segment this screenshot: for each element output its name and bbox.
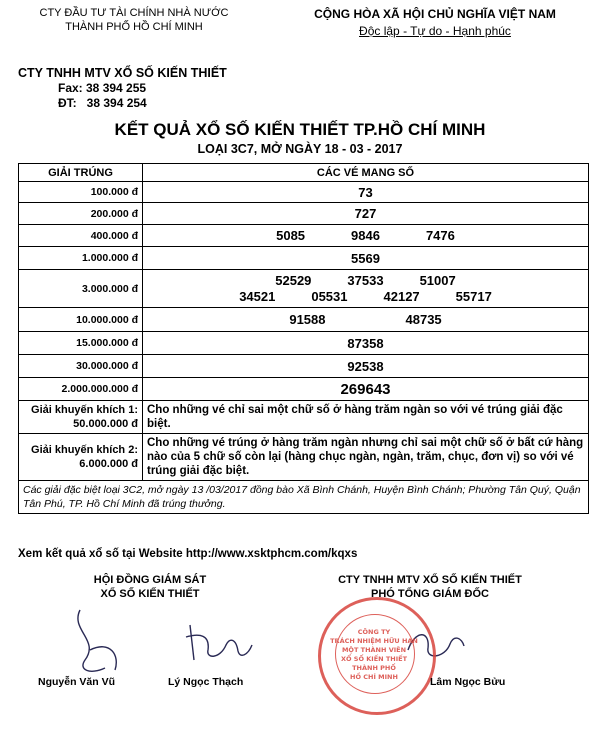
table-row bbox=[19, 203, 589, 225]
table-row bbox=[19, 332, 589, 355]
signature-1-image bbox=[60, 600, 150, 680]
header-prize: GIẢI TRÚNG bbox=[19, 164, 143, 182]
country-motto: Độc lập - Tự do - Hạnh phúc bbox=[359, 24, 511, 38]
website-line: Xem kết quả xổ số tại Website http://www.xsktphcm.com/kqxs bbox=[18, 548, 358, 560]
winning-number: 5569 bbox=[351, 250, 380, 266]
svg-text:MỘT THÀNH VIÊN: MỘT THÀNH VIÊN bbox=[341, 646, 407, 654]
prize-amount: 200.000 đ bbox=[19, 203, 143, 225]
special-prize-note: Các giải đặc biệt loại 3C2, mở ngày 13 /03/2017 đồng bào Xã Bình Chánh, Huyện Bình Chánh; Phường Tân Quý, Quận Tân Phú, TP. Hồ Chí Minh đã trúng thưởng. bbox=[19, 481, 589, 514]
consolation-row-2 bbox=[19, 434, 589, 481]
prize-amount: 30.000.000 đ bbox=[19, 355, 143, 378]
consolation2-amount: 6.000.000 đ bbox=[79, 458, 138, 470]
supervisory-council-subtitle: XỔ SỐ KIẾN THIẾT bbox=[100, 588, 200, 600]
country-name: CỘNG HÒA XÃ HỘI CHỦ NGHĨA VIỆT NAM bbox=[314, 7, 556, 21]
deputy-director-title: PHÓ TỔNG GIÁM ĐỐC bbox=[371, 588, 489, 600]
prize-amount: 400.000 đ bbox=[19, 225, 143, 247]
svg-text:XỔ SỐ KIẾN THIẾT: XỔ SỐ KIẾN THIẾT bbox=[340, 655, 408, 663]
table-row bbox=[19, 308, 589, 332]
company-phone: ĐT: 38 394 254 bbox=[58, 96, 147, 110]
svg-text:THÀNH PHỐ: THÀNH PHỐ bbox=[352, 664, 396, 672]
parent-org-line2: THÀNH PHỐ HỒ CHÍ MINH bbox=[65, 21, 203, 33]
table-row bbox=[19, 270, 589, 308]
winning-number: 92538 bbox=[347, 358, 384, 374]
company-fax: Fax: 38 394 255 bbox=[58, 81, 147, 95]
results-table bbox=[18, 163, 589, 514]
signature-2-image bbox=[180, 615, 260, 670]
svg-text:HỒ CHÍ MINH: HỒ CHÍ MINH bbox=[350, 673, 398, 681]
winning-number: 37533 bbox=[347, 272, 384, 288]
winning-number: 55717 bbox=[455, 288, 492, 304]
table-row-special bbox=[19, 378, 589, 401]
prize-amount: 10.000.000 đ bbox=[19, 308, 143, 332]
company-seal-stamp bbox=[318, 597, 436, 715]
winning-number: 42127 bbox=[383, 288, 420, 304]
winning-number: 5085 bbox=[276, 228, 306, 243]
winning-number: 34521 bbox=[239, 288, 276, 304]
winning-number: 87358 bbox=[347, 335, 384, 351]
company-sign-title: CTY TNHH MTV XỔ SỐ KIẾN THIẾT bbox=[338, 574, 522, 586]
winning-number: 9846 bbox=[351, 228, 380, 243]
prize-amount: 2.000.000.000 đ bbox=[19, 378, 143, 401]
prize-amount: 1.000.000 đ bbox=[19, 247, 143, 270]
consolation2-label-cell bbox=[19, 434, 143, 481]
signer-name-3: Lâm Ngọc Bửu bbox=[430, 676, 506, 688]
table-row bbox=[19, 355, 589, 378]
winning-number: 7476 bbox=[425, 228, 455, 243]
note-row bbox=[19, 481, 589, 514]
signer-name-1: Nguyễn Văn Vũ bbox=[38, 676, 116, 688]
consolation1-text: Cho những vé chỉ sai một chữ số ở hàng trăm ngàn so với vé trúng giải đặc biệt. bbox=[143, 401, 589, 434]
table-row bbox=[19, 247, 589, 270]
winning-number: 51007 bbox=[419, 272, 456, 288]
consolation1-label-cell bbox=[19, 401, 143, 434]
table-header-row bbox=[19, 164, 589, 182]
winning-number: 05531 bbox=[311, 288, 348, 304]
consolation2-text: Cho những vé trúng ở hàng trăm ngàn nhưng chỉ sai một chữ số ở bất cứ hàng nào của 5 chữ số còn lại (hàng chục ngàn, ngàn, trăm, chục, đơn vị) so với vé trúng giải đặc biệt. bbox=[143, 434, 589, 481]
table-row bbox=[19, 225, 589, 247]
prize-amount: 100.000 đ bbox=[19, 182, 143, 203]
prize-amount: 3.000.000 đ bbox=[19, 270, 143, 308]
page-subtitle: LOẠI 3C7, MỞ NGÀY 18 - 03 - 2017 bbox=[197, 142, 403, 156]
supervisory-council-title: HỘI ĐỒNG GIÁM SÁT bbox=[93, 574, 207, 586]
table-row bbox=[19, 182, 589, 203]
winning-number: 48735 bbox=[405, 312, 442, 327]
company-name: CTY TNHH MTV XỔ SỐ KIẾN THIẾT bbox=[18, 66, 227, 80]
svg-text:TRÁCH NHIỆM HỮU HẠN: TRÁCH NHIỆM HỮU HẠN bbox=[330, 637, 418, 645]
page-title: KẾT QUẢ XỔ SỐ KIẾN THIẾT TP.HỒ CHÍ MINH bbox=[114, 120, 486, 139]
winning-number: 73 bbox=[358, 184, 373, 200]
prize-amount: 15.000.000 đ bbox=[19, 332, 143, 355]
parent-org-line1: CTY ĐẦU TƯ TÀI CHÍNH NHÀ NƯỚC bbox=[39, 7, 229, 19]
special-winning-number: 269643 bbox=[340, 380, 391, 398]
winning-number: 91588 bbox=[289, 312, 326, 327]
header-numbers: CÁC VÉ MANG SỐ bbox=[143, 164, 589, 182]
consolation2-label: Giải khuyến khích 2: bbox=[31, 444, 138, 456]
consolation1-amount: 50.000.000 đ bbox=[73, 418, 138, 430]
winning-number: 52529 bbox=[275, 272, 312, 288]
seal-lettering-image bbox=[321, 600, 427, 706]
signer-name-2: Lý Ngọc Thạch bbox=[168, 676, 244, 688]
consolation1-label: Giải khuyến khích 1: bbox=[31, 404, 138, 416]
winning-number: 727 bbox=[354, 206, 377, 221]
svg-text:CÔNG TY: CÔNG TY bbox=[357, 628, 391, 636]
consolation-row-1 bbox=[19, 401, 589, 434]
